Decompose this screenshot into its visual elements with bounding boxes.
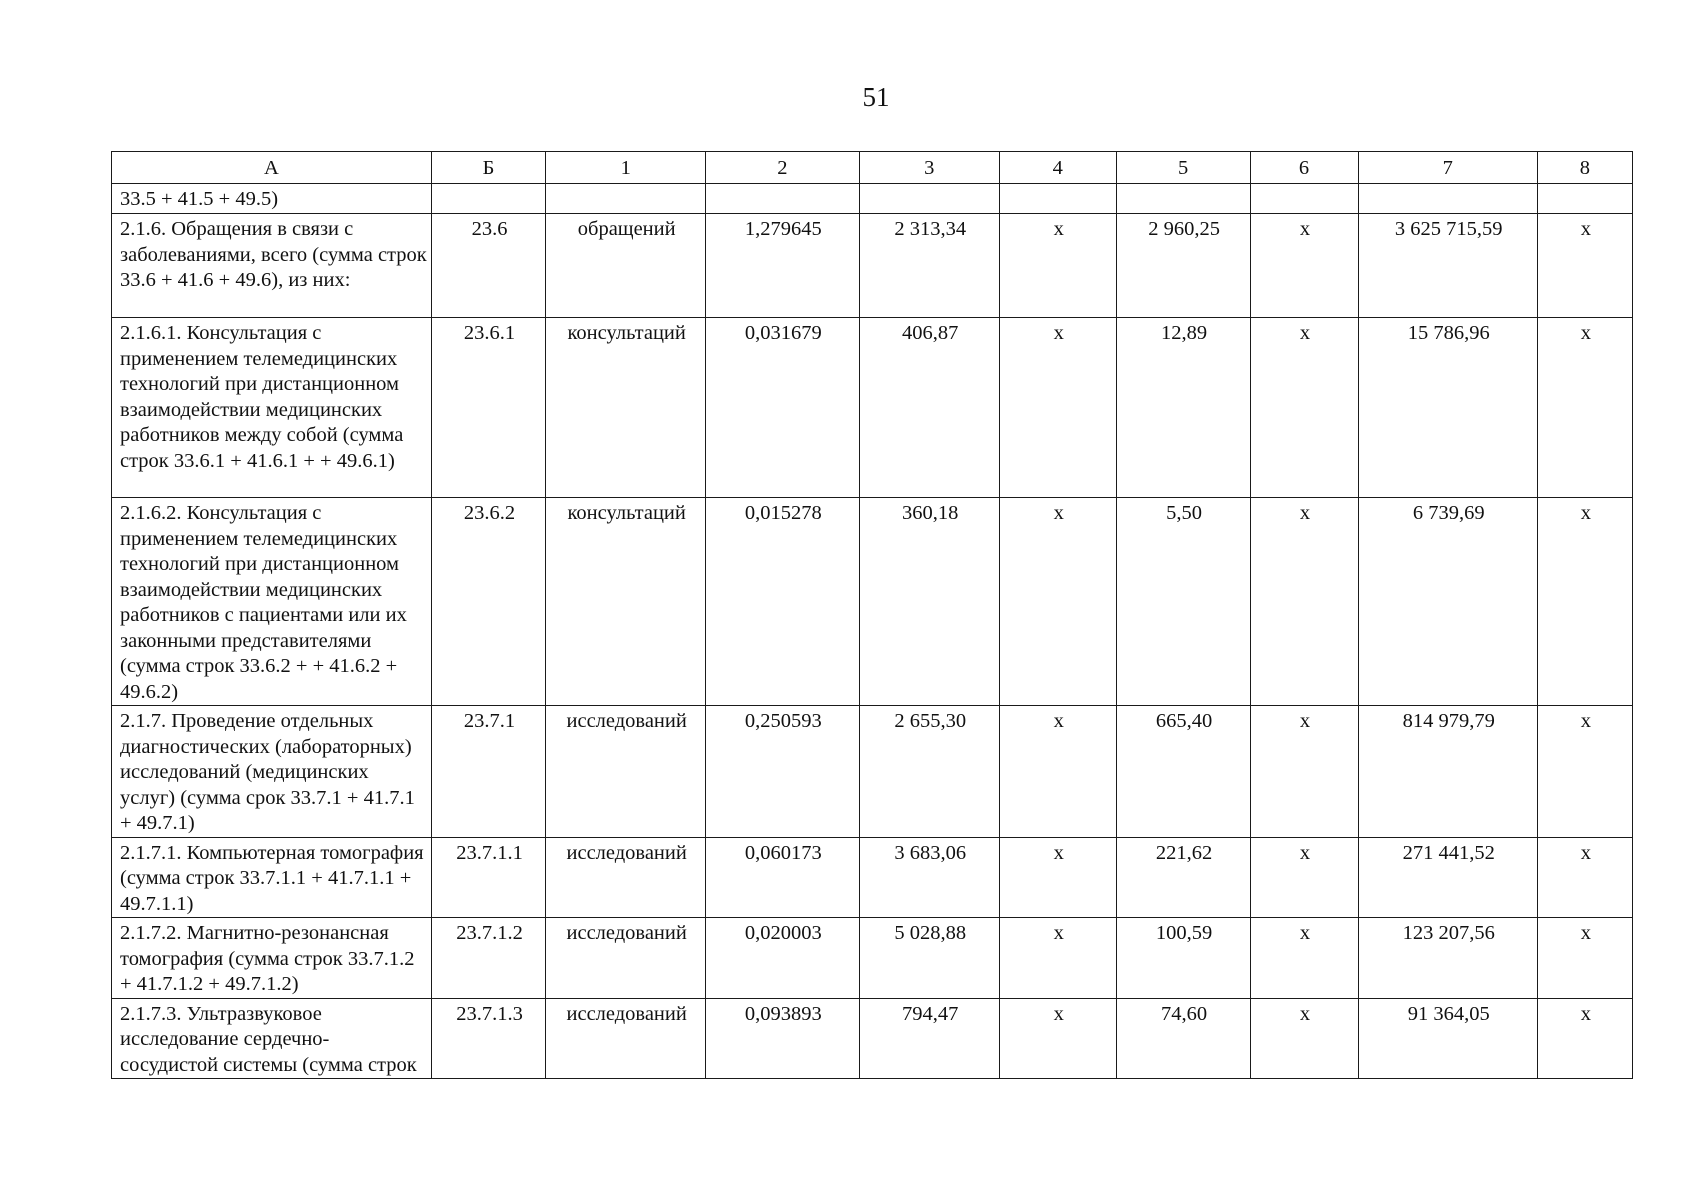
cell-col-4: х	[999, 837, 1116, 918]
col-header: 7	[1358, 152, 1537, 184]
cell-col-2: 0,031679	[706, 318, 859, 498]
cell-col-7: 3 625 715,59	[1358, 214, 1537, 318]
row-unit: консультаций	[546, 498, 706, 706]
row-title: 2.1.7. Проведение отдельных диагностических (лабораторных) исследований (медицинских услуг) (сумма срок 33.7.1 + 41.7.1 + 49.7.1)	[112, 706, 432, 838]
cell-col-8: х	[1537, 318, 1632, 498]
cell-col-6: х	[1250, 918, 1358, 999]
cell-col-7: 814 979,79	[1358, 706, 1537, 838]
cell-col-7: 6 739,69	[1358, 498, 1537, 706]
cell-col-8: х	[1537, 837, 1632, 918]
cell-col-6: х	[1250, 214, 1358, 318]
cell-col-3: 5 028,88	[859, 918, 999, 999]
col-header: 2	[706, 152, 859, 184]
row-title: 2.1.7.2. Магнитно-резонансная томография (сумма строк 33.7.1.2 + 41.7.1.2 + 49.7.1.2)	[112, 918, 432, 999]
data-table	[111, 151, 1633, 1079]
row-code: 23.6.1	[431, 318, 546, 498]
row-unit: исследований	[546, 998, 706, 1079]
row-code: 23.7.1.3	[431, 998, 546, 1079]
row-code	[431, 184, 546, 214]
cell-col-7: 271 441,52	[1358, 837, 1537, 918]
table-row	[112, 498, 1633, 706]
col-header: 4	[999, 152, 1116, 184]
cell-col-2: 0,250593	[706, 706, 859, 838]
row-code: 23.6.2	[431, 498, 546, 706]
cell-col-6: х	[1250, 498, 1358, 706]
cell-col-5: 74,60	[1116, 998, 1250, 1079]
row-code: 23.6	[431, 214, 546, 318]
row-code: 23.7.1	[431, 706, 546, 838]
cell-col-2: 1,279645	[706, 214, 859, 318]
col-header: А	[112, 152, 432, 184]
table-row	[112, 184, 1633, 214]
cell-col-8: х	[1537, 998, 1632, 1079]
row-unit: исследований	[546, 837, 706, 918]
cell-col-3: 2 655,30	[859, 706, 999, 838]
col-header: 1	[546, 152, 706, 184]
cell-col-7: 15 786,96	[1358, 318, 1537, 498]
cell-col-3: 794,47	[859, 998, 999, 1079]
table-row	[112, 318, 1633, 498]
cell-col-8: х	[1537, 498, 1632, 706]
cell-col-8: х	[1537, 214, 1632, 318]
page-number: 51	[862, 82, 890, 112]
col-header: 5	[1116, 152, 1250, 184]
row-code: 23.7.1.2	[431, 918, 546, 999]
table-row	[112, 706, 1633, 838]
cell-col-4: х	[999, 918, 1116, 999]
cell-col-2: 0,060173	[706, 837, 859, 918]
cell-col-3	[859, 184, 999, 214]
cell-col-4: х	[999, 214, 1116, 318]
row-unit: исследований	[546, 706, 706, 838]
cell-col-4	[999, 184, 1116, 214]
cell-col-8	[1537, 184, 1632, 214]
row-unit: консультаций	[546, 318, 706, 498]
cell-col-6: х	[1250, 318, 1358, 498]
cell-col-5: 2 960,25	[1116, 214, 1250, 318]
row-title: 2.1.6.2. Консультация с применением телемедицинских технологий при дистанционном взаимодействии медицинских работников с пациентами или их законными представителями (сумма строк 33.6.2 + + 41.6.2 + 49.6.2)	[112, 498, 432, 706]
cell-col-6: х	[1250, 998, 1358, 1079]
cell-col-5: 221,62	[1116, 837, 1250, 918]
col-header: Б	[431, 152, 546, 184]
cell-col-5: 100,59	[1116, 918, 1250, 999]
cell-col-5: 12,89	[1116, 318, 1250, 498]
cell-col-8: х	[1537, 706, 1632, 838]
col-header: 8	[1537, 152, 1632, 184]
row-unit	[546, 184, 706, 214]
col-header: 3	[859, 152, 999, 184]
cell-col-3: 406,87	[859, 318, 999, 498]
cell-col-6	[1250, 184, 1358, 214]
cell-col-7: 123 207,56	[1358, 918, 1537, 999]
row-title: 2.1.7.3. Ультразвуковое исследование сердечно-сосудистой системы (сумма строк	[112, 998, 432, 1079]
cell-col-6: х	[1250, 837, 1358, 918]
row-title: 33.5 + 41.5 + 49.5)	[112, 184, 432, 214]
cell-col-7	[1358, 184, 1537, 214]
cell-col-3: 3 683,06	[859, 837, 999, 918]
cell-col-2: 0,020003	[706, 918, 859, 999]
row-unit: исследований	[546, 918, 706, 999]
cell-col-5: 665,40	[1116, 706, 1250, 838]
row-unit: обращений	[546, 214, 706, 318]
cell-col-3: 2 313,34	[859, 214, 999, 318]
cell-col-4: х	[999, 498, 1116, 706]
cell-col-5	[1116, 184, 1250, 214]
table-row	[112, 837, 1633, 918]
cell-col-4: х	[999, 998, 1116, 1079]
cell-col-7: 91 364,05	[1358, 998, 1537, 1079]
table-row	[112, 918, 1633, 999]
cell-col-5: 5,50	[1116, 498, 1250, 706]
cell-col-2: 0,015278	[706, 498, 859, 706]
row-title: 2.1.6.1. Консультация с применением телемедицинских технологий при дистанционном взаимодействии медицинских работников между собой (сумма строк 33.6.1 + 41.6.1 + + 49.6.1)	[112, 318, 432, 498]
cell-col-4: х	[999, 706, 1116, 838]
cell-col-4: х	[999, 318, 1116, 498]
row-title: 2.1.7.1. Компьютерная томография (сумма строк 33.7.1.1 + 41.7.1.1 + 49.7.1.1)	[112, 837, 432, 918]
row-code: 23.7.1.1	[431, 837, 546, 918]
col-header: 6	[1250, 152, 1358, 184]
cell-col-2: 0,093893	[706, 998, 859, 1079]
cell-col-6: х	[1250, 706, 1358, 838]
table-row	[112, 998, 1633, 1079]
table-row	[112, 214, 1633, 318]
cell-col-2	[706, 184, 859, 214]
header-row	[112, 152, 1633, 184]
cell-col-3: 360,18	[859, 498, 999, 706]
cell-col-8: х	[1537, 918, 1632, 999]
row-title: 2.1.6. Обращения в связи с заболеваниями, всего (сумма строк 33.6 + 41.6 + 49.6), из них:	[112, 214, 432, 318]
